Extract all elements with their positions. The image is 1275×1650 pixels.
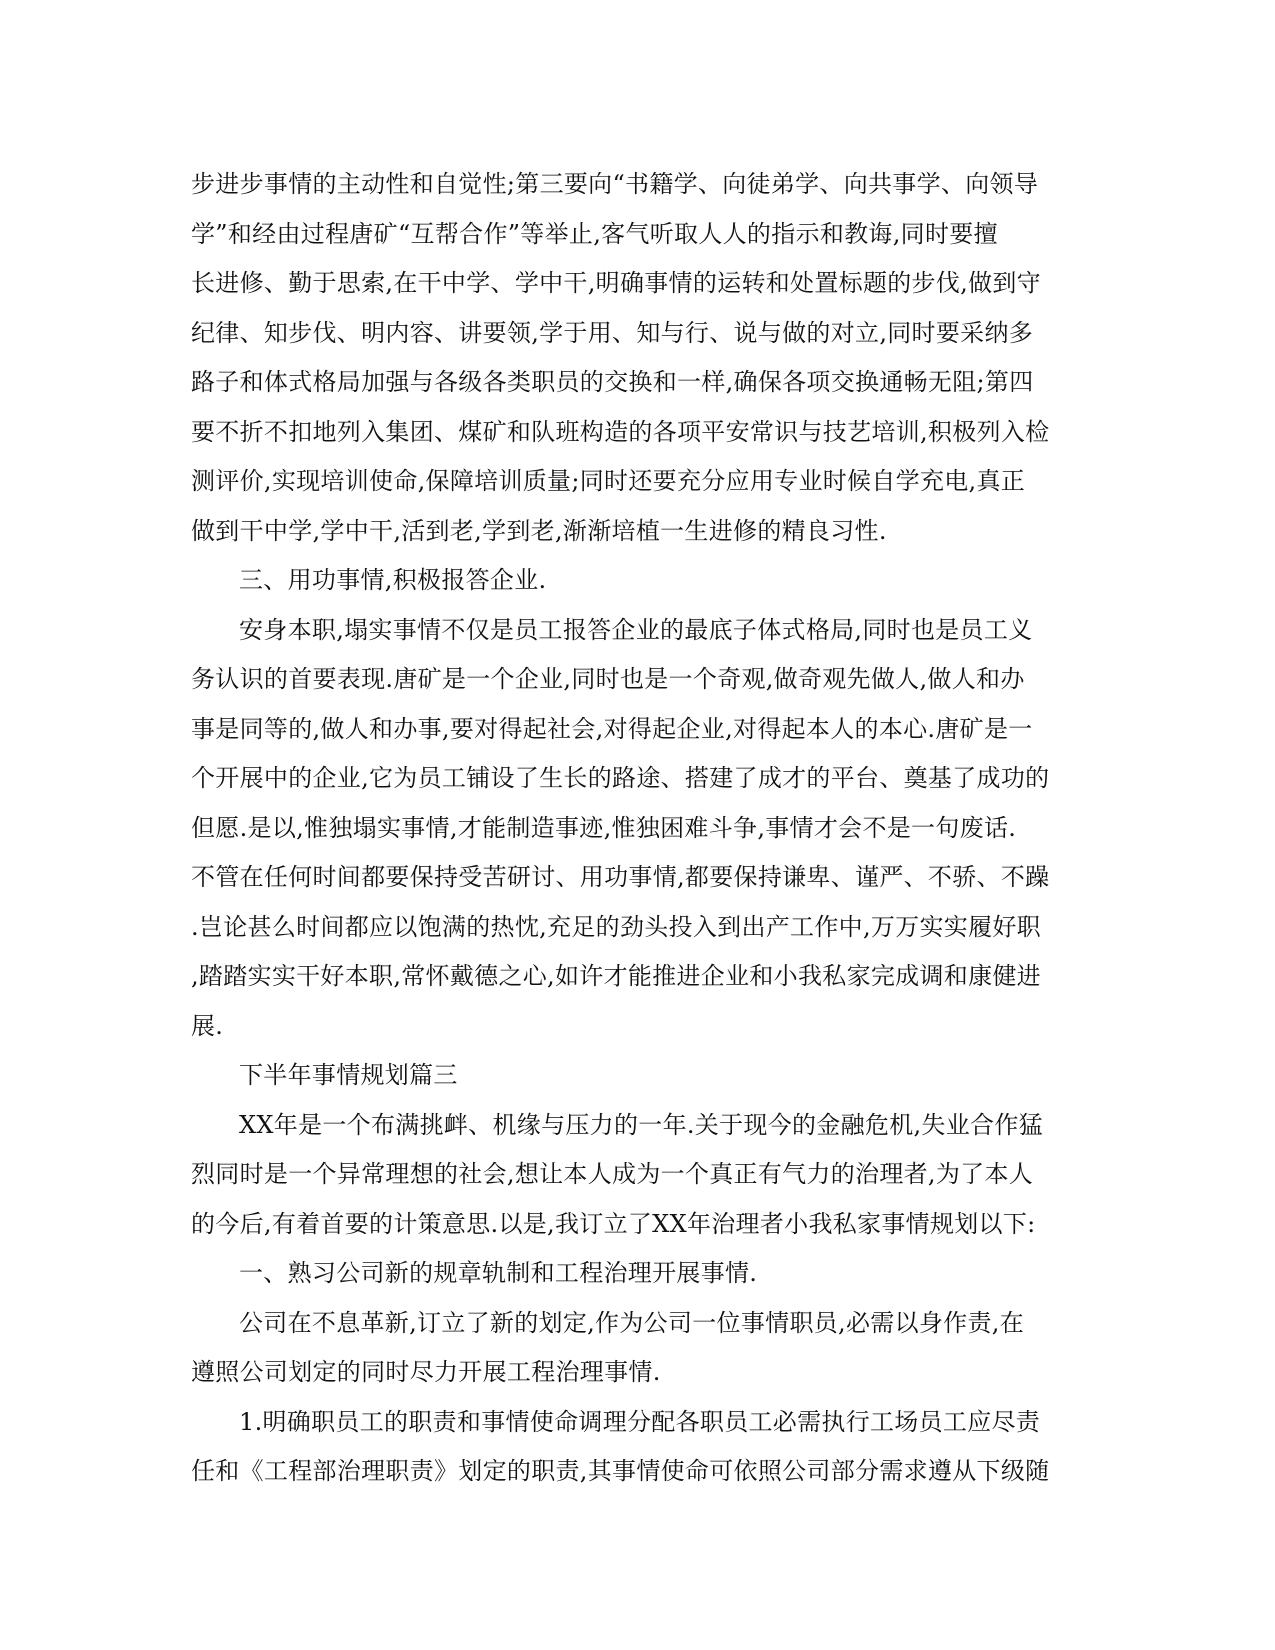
text-line: 测评价,实现培训使命,保障培训质量;同时还要充分应用专业时候自学充电,真正 — [191, 467, 1026, 495]
text-line: 要不折不扣地列入集团、煤矿和队班构造的各项平安常识与技艺培训,积极列入检 — [191, 417, 1050, 446]
text-line: 但愿.是以,惟独塌实事情,才能制造事迹,惟独困难斗争,事情才会不是一句废话. — [191, 813, 1017, 842]
text-line: 任和《工程部治理职责》划定的职责,其事情使命可依照公司部分需求遵从下级随 — [191, 1457, 1050, 1485]
document-body — [191, 160, 1081, 1497]
text-line: 事是同等的,做人和办事,要对得起社会,对得起企业,对得起本人的本心.唐矿是一 — [191, 714, 1033, 743]
text-line: 做到干中学,学中干,活到老,学到老,渐渐培植一生进修的精良习性. — [191, 516, 887, 545]
text-line: ,踏踏实实干好本职,常怀戴德之心,如许才能推进企业和小我私家完成调和康健进 — [191, 962, 1041, 990]
text-line: 纪律、知步伐、明内容、讲要领,学于用、知与行、说与做的对立,同时要采纳多 — [191, 318, 1034, 347]
text-line: 遵照公司划定的同时尽力开展工程治理事情. — [191, 1358, 661, 1386]
text-line: 1.明确职员工的职责和事情使命调理分配各职员工必需执行工场员工应尽责 — [239, 1407, 1041, 1436]
text-line: 学”和经由过程唐矿“互帮合作”等举止,客气听取人人的指示和教诲,同时要擅 — [191, 219, 998, 248]
text-line: .岂论甚么时间都应以饱满的热忱,充足的劲头投入到出产工作中,万万实实履好职 — [191, 912, 1041, 941]
text-line: 路子和体式格局加强与各级各类职员的交换和一样,确保各项交换通畅无阻;第四 — [191, 368, 1034, 396]
text-line: 的今后,有着首要的计策意思.以是,我订立了XX年治理者小我私家事情规划以下: — [191, 1209, 1036, 1238]
text-line: 长进修、勤于思索,在干中学、学中干,明确事情的运转和处置标题的步伐,做到守 — [191, 269, 1041, 297]
text-line: XX年是一个布满挑衅、机缘与压力的一年.关于现今的金融危机,失业合作猛 — [239, 1110, 1043, 1139]
text-line: 一、熟习公司新的规章轨制和工程治理开展事情. — [239, 1259, 758, 1287]
text-line: 个开展中的企业,它为员工铺设了生长的路途、搭建了成才的平台、奠基了成功的 — [191, 764, 1050, 792]
text-line: 步进步事情的主动性和自觉性;第三要向“书籍学、向徒弟学、向共事学、向领导 — [191, 170, 1039, 198]
text-line: 下半年事情规划篇三 — [239, 1061, 458, 1089]
text-line: 务认识的首要表现.唐矿是一个企业,同时也是一个奇观,做奇观先做人,做人和办 — [191, 665, 1025, 693]
text-line: 烈同时是一个异常理想的社会,想让本人成为一个真正有气力的治理者,为了本人 — [191, 1160, 1034, 1188]
text-line: 展. — [191, 1011, 224, 1040]
text-line: 安身本职,塌实事情不仅是员工报答企业的最底子体式格局,同时也是员工义 — [239, 615, 1033, 644]
text-line: 公司在不息革新,订立了新的划定,作为公司一位事情职员,必需以身作责,在 — [239, 1308, 1025, 1337]
text-line: 不管在任何时间都要保持受苦研讨、用功事情,都要保持谦卑、谨严、不骄、不躁 — [191, 863, 1050, 891]
text-line: 三、用功事情,积极报答企业. — [239, 566, 547, 594]
